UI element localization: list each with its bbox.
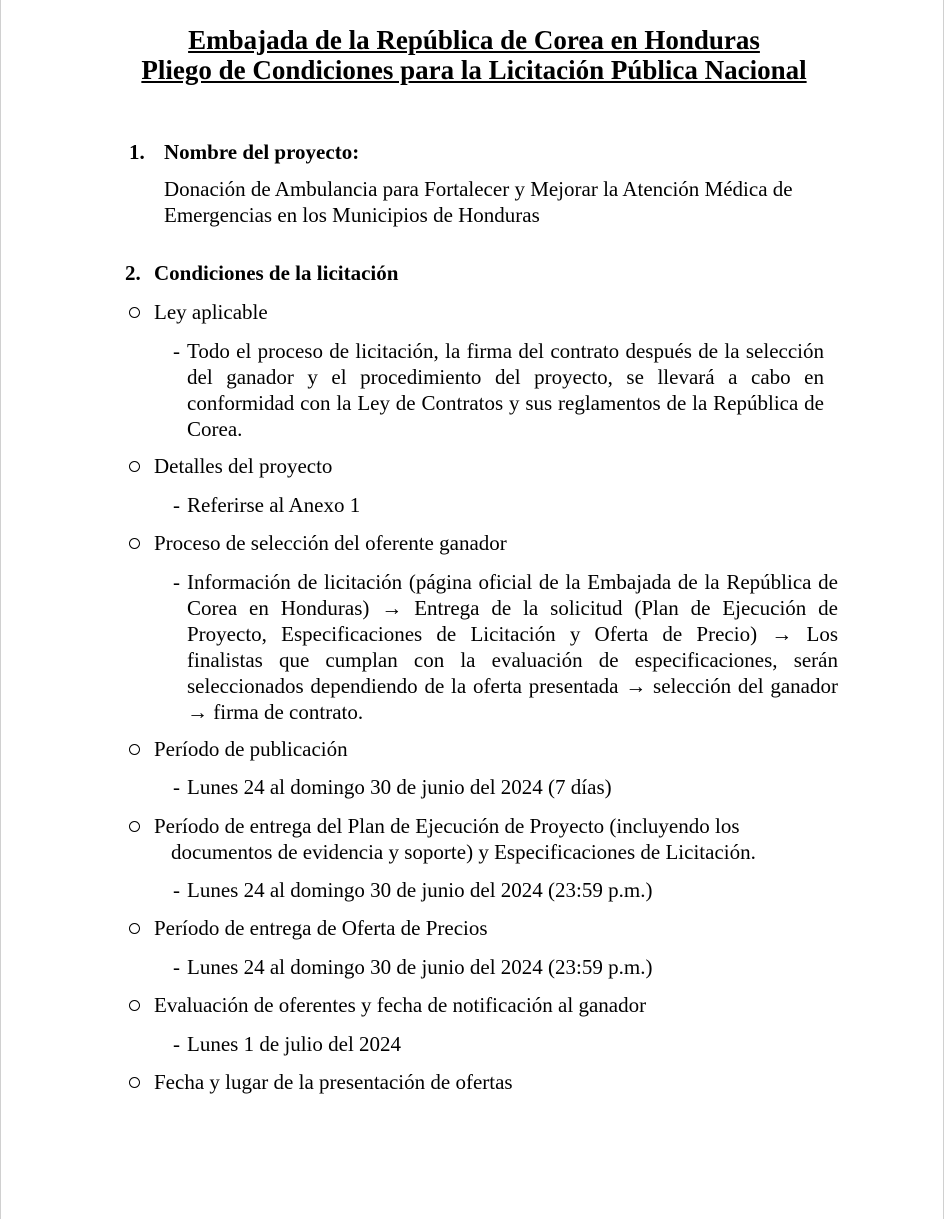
item-detalles-label: Detalles del proyecto bbox=[154, 454, 333, 478]
item-publicacion-detail: Lunes 24 al domingo 30 de junio del 2024 (7 días) bbox=[187, 775, 612, 799]
item-detalles-detail: Referirse al Anexo 1 bbox=[187, 493, 361, 517]
dash-icon: - bbox=[173, 570, 180, 594]
item-oferta-precios-detail: Lunes 24 al domingo 30 de junio del 2024 (23:59 p.m.) bbox=[187, 955, 653, 979]
bullet-icon bbox=[129, 915, 140, 941]
dash-icon: - bbox=[173, 775, 180, 799]
item-entrega-plan-label-line1: Período de entrega del Plan de Ejecución de Proyecto (incluyendo los bbox=[154, 814, 740, 838]
bullet-icon bbox=[129, 813, 140, 839]
bullet-icon bbox=[129, 1069, 140, 1095]
item-evaluacion-label: Evaluación de oferentes y fecha de notificación al ganador bbox=[154, 993, 647, 1017]
item-entrega-plan-detail: Lunes 24 al domingo 30 de junio del 2024 (23:59 p.m.) bbox=[187, 878, 653, 902]
item-proceso-detail: Información de licitación (página oficial de la Embajada de la República de Corea en Honduras) → Entrega de la solicitud (Plan de Ejecución de Proyecto, Especificaciones de Licitación y Oferta de Precio) → Los finalistas que cumplan con la evaluación de especificaciones, serán seleccionados dependiendo de la oferta presentada → selección del ganador → firma de contrato. bbox=[187, 570, 838, 724]
bullet-icon bbox=[129, 530, 140, 556]
section-2-heading: Condiciones de la licitación bbox=[154, 261, 399, 285]
section-1-heading: Nombre del proyecto: bbox=[164, 140, 360, 164]
section-2-number: 2. bbox=[125, 261, 141, 285]
bullet-icon bbox=[129, 453, 140, 479]
section-1-text-line1: Donación de Ambulancia para Fortalecer y Mejorar la Atención Médica de bbox=[164, 177, 793, 201]
bullet-icon bbox=[129, 992, 140, 1018]
item-evaluacion-detail: Lunes 1 de julio del 2024 bbox=[187, 1032, 402, 1056]
section-1-text-line2: Emergencias en los Municipios de Honduras bbox=[164, 203, 540, 227]
section-1-number: 1. bbox=[129, 140, 145, 164]
dash-icon: - bbox=[173, 339, 180, 363]
item-entrega-plan-label-line2: documentos de evidencia y soporte) y Especificaciones de Licitación. bbox=[171, 840, 756, 864]
item-ley-aplicable-detail: Todo el proceso de licitación, la firma del contrato después de la selección del ganador y el procedimiento del proyecto, se llevará a cabo en conformidad con la Ley de Contratos y sus reglamentos de la República de Corea. bbox=[187, 339, 824, 441]
item-ley-aplicable-label: Ley aplicable bbox=[154, 300, 268, 324]
document-title-line2: Pliego de Condiciones para la Licitación Pública Nacional bbox=[141, 55, 807, 85]
dash-icon: - bbox=[173, 493, 180, 517]
item-proceso-label: Proceso de selección del oferente ganador bbox=[154, 531, 507, 555]
document-title-line1: Embajada de la República de Corea en Honduras bbox=[188, 25, 760, 55]
dash-icon: - bbox=[173, 955, 180, 979]
item-oferta-precios-label: Período de entrega de Oferta de Precios bbox=[154, 916, 488, 940]
item-publicacion-label: Período de publicación bbox=[154, 737, 348, 761]
bullet-icon bbox=[129, 736, 140, 762]
item-fecha-lugar-label: Fecha y lugar de la presentación de ofertas bbox=[154, 1070, 513, 1094]
dash-icon: - bbox=[173, 1032, 180, 1056]
bullet-icon bbox=[129, 299, 140, 325]
dash-icon: - bbox=[173, 878, 180, 902]
